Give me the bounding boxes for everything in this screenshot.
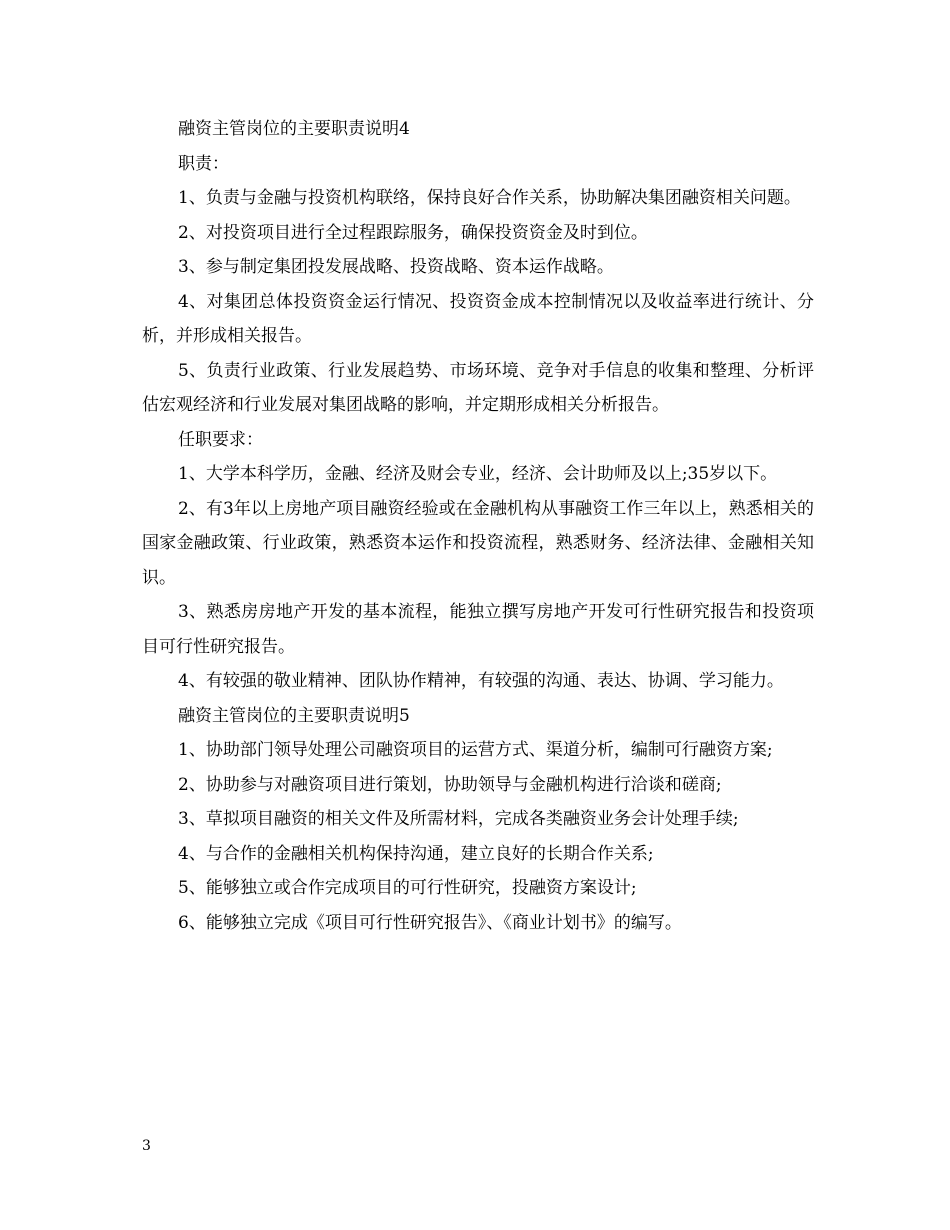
- paragraph: 1、协助部门领导处理公司融资项目的运营方式、渠道分析，编制可行融资方案;: [178, 740, 773, 760]
- paragraph: 5、能够独立或合作完成项目的可行性研究，投融资方案设计;: [178, 878, 637, 898]
- page-number: 3: [142, 1138, 151, 1154]
- paragraph: 2、对投资项目进行全过程跟踪服务，确保投资资金及时到位。: [178, 222, 648, 243]
- document-body: [142, 112, 814, 940]
- paragraph: 3、熟悉房房地产开发的基本流程，能独立撰写房地产开发可行性研究报告和投资项目可行性研究报告。: [142, 602, 814, 657]
- paragraph: 4、对集团总体投资资金运行情况、投资资金成本控制情况以及收益率进行统计、分析，并形成相关报告。: [142, 291, 814, 346]
- paragraph: 4、与合作的金融相关机构保持沟通，建立良好的长期合作关系;: [178, 843, 654, 864]
- subheading-requirements: 任职要求：: [178, 429, 263, 450]
- subheading-duties: 职责：: [178, 153, 229, 174]
- paragraph: 2、协助参与对融资项目进行策划，协助领导与金融机构进行洽谈和磋商;: [178, 774, 722, 795]
- paragraph: 5、负责行业政策、行业发展趋势、市场环境、竞争对手信息的收集和整理、分析评估宏观经济和行业发展对集团战略的影响，并定期形成相关分析报告。: [142, 360, 814, 415]
- paragraph: 3、参与制定集团投发展战略、投资战略、资本运作战略。: [178, 257, 614, 277]
- paragraph: 2、有3年以上房地产项目融资经验或在金融机构从事融资工作三年以上，熟悉相关的国家金融政策、行业政策，熟悉资本运作和投资流程，熟悉财务、经济法律、金融相关知识。: [142, 498, 814, 588]
- paragraph: 1、负责与金融与投资机构联络，保持良好合作关系，协助解决集团融资相关问题。: [178, 188, 801, 208]
- paragraph: 3、草拟项目融资的相关文件及所需材料，完成各类融资业务会计处理手续;: [178, 809, 739, 829]
- paragraph: 4、有较强的敬业精神、团队协作精神，有较强的沟通、表达、协调、学习能力。: [178, 671, 784, 691]
- section-heading: 融资主管岗位的主要职责说明4: [178, 119, 410, 139]
- paragraph: 1、大学本科学历，金融、经济及财会专业，经济、会计助师及以上;35岁以下。: [178, 464, 778, 484]
- paragraph: 6、能够独立完成《项目可行性研究报告》、《商业计划书》的编写。: [178, 912, 682, 933]
- section-heading: 融资主管岗位的主要职责说明5: [178, 705, 410, 726]
